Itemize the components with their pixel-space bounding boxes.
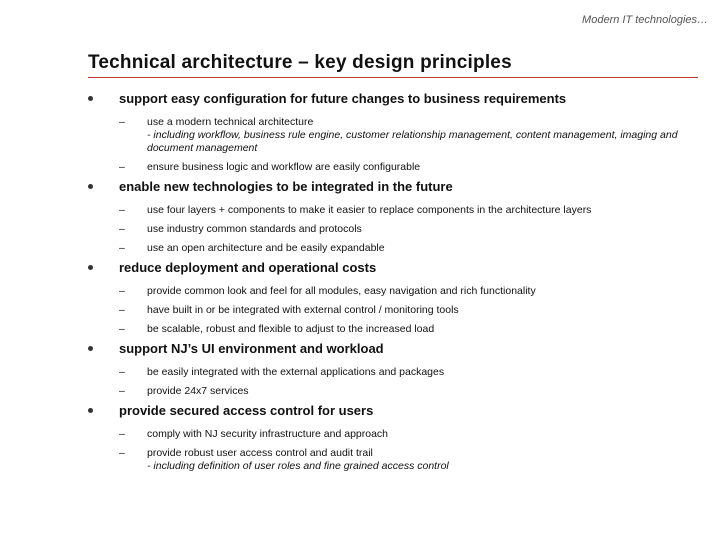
bullet-dot-icon bbox=[88, 265, 93, 270]
principle-bullet bbox=[0, 341, 720, 360]
dash-marker: – bbox=[119, 304, 125, 316]
dash-marker: – bbox=[119, 161, 125, 173]
principle-heading: reduce deployment and operational costs bbox=[119, 260, 377, 275]
sub-item-text: provide robust user access control and audit trail bbox=[147, 447, 373, 459]
sub-item-text: be scalable, robust and flexible to adjust to the increased load bbox=[147, 323, 435, 335]
dash-marker: – bbox=[119, 285, 125, 297]
sub-item bbox=[0, 223, 720, 236]
sub-item bbox=[0, 385, 720, 398]
dash-marker: – bbox=[119, 428, 125, 440]
dash-marker: – bbox=[119, 204, 125, 216]
bullet-dot-icon bbox=[88, 184, 93, 189]
principle-heading: support NJ’s UI environment and workload bbox=[119, 341, 384, 356]
sub-item bbox=[0, 366, 720, 379]
dash-marker: – bbox=[119, 323, 125, 335]
dash-marker: – bbox=[119, 366, 125, 378]
sub-item bbox=[0, 447, 720, 473]
principles-list bbox=[0, 86, 720, 473]
principle-bullet bbox=[0, 260, 720, 279]
sub-item bbox=[0, 161, 720, 174]
sub-item bbox=[0, 116, 720, 155]
principle-bullet bbox=[0, 403, 720, 422]
sub-item-text: provide 24x7 services bbox=[147, 385, 249, 397]
sub-item-note: - including workflow, business rule engine, customer relationship management, content management, imaging and document management bbox=[147, 129, 678, 154]
dash-marker: – bbox=[119, 116, 125, 128]
sub-item-text: use an open architecture and be easily expandable bbox=[147, 242, 385, 254]
dash-marker: – bbox=[119, 242, 125, 254]
bullet-dot-icon bbox=[88, 96, 93, 101]
sub-item bbox=[0, 304, 720, 317]
sub-item-text: have built in or be integrated with external control / monitoring tools bbox=[147, 304, 459, 316]
sub-item-text: use industry common standards and protocols bbox=[147, 223, 362, 235]
principle-bullet bbox=[0, 91, 720, 110]
sub-item bbox=[0, 204, 720, 217]
bullet-dot-icon bbox=[88, 346, 93, 351]
sub-item-text: ensure business logic and workflow are easily configurable bbox=[147, 161, 421, 173]
principle-heading: support easy configuration for future changes to business requirements bbox=[119, 91, 567, 106]
dash-marker: – bbox=[119, 447, 125, 459]
sub-item-text: use four layers + components to make it easier to replace components in the architecture layers bbox=[147, 204, 592, 216]
sub-item bbox=[0, 428, 720, 441]
title-divider bbox=[88, 77, 698, 78]
page-title: Technical architecture – key design principles bbox=[88, 52, 512, 73]
principle-heading: enable new technologies to be integrated in the future bbox=[119, 179, 453, 194]
sub-item-text: comply with NJ security infrastructure and approach bbox=[147, 428, 389, 440]
sub-item-text: be easily integrated with the external applications and packages bbox=[147, 366, 445, 378]
sub-item-text: use a modern technical architecture bbox=[147, 116, 314, 128]
bullet-dot-icon bbox=[88, 408, 93, 413]
dash-marker: – bbox=[119, 385, 125, 397]
sub-item bbox=[0, 242, 720, 255]
sub-item-note: - including definition of user roles and fine grained access control bbox=[147, 460, 449, 472]
principle-bullet bbox=[0, 179, 720, 198]
principle-heading: provide secured access control for users bbox=[119, 403, 374, 418]
dash-marker: – bbox=[119, 223, 125, 235]
header-note: Modern IT technologies… bbox=[582, 14, 708, 26]
sub-item bbox=[0, 323, 720, 336]
sub-item bbox=[0, 285, 720, 298]
sub-item-text: provide common look and feel for all modules, easy navigation and rich functionality bbox=[147, 285, 536, 297]
